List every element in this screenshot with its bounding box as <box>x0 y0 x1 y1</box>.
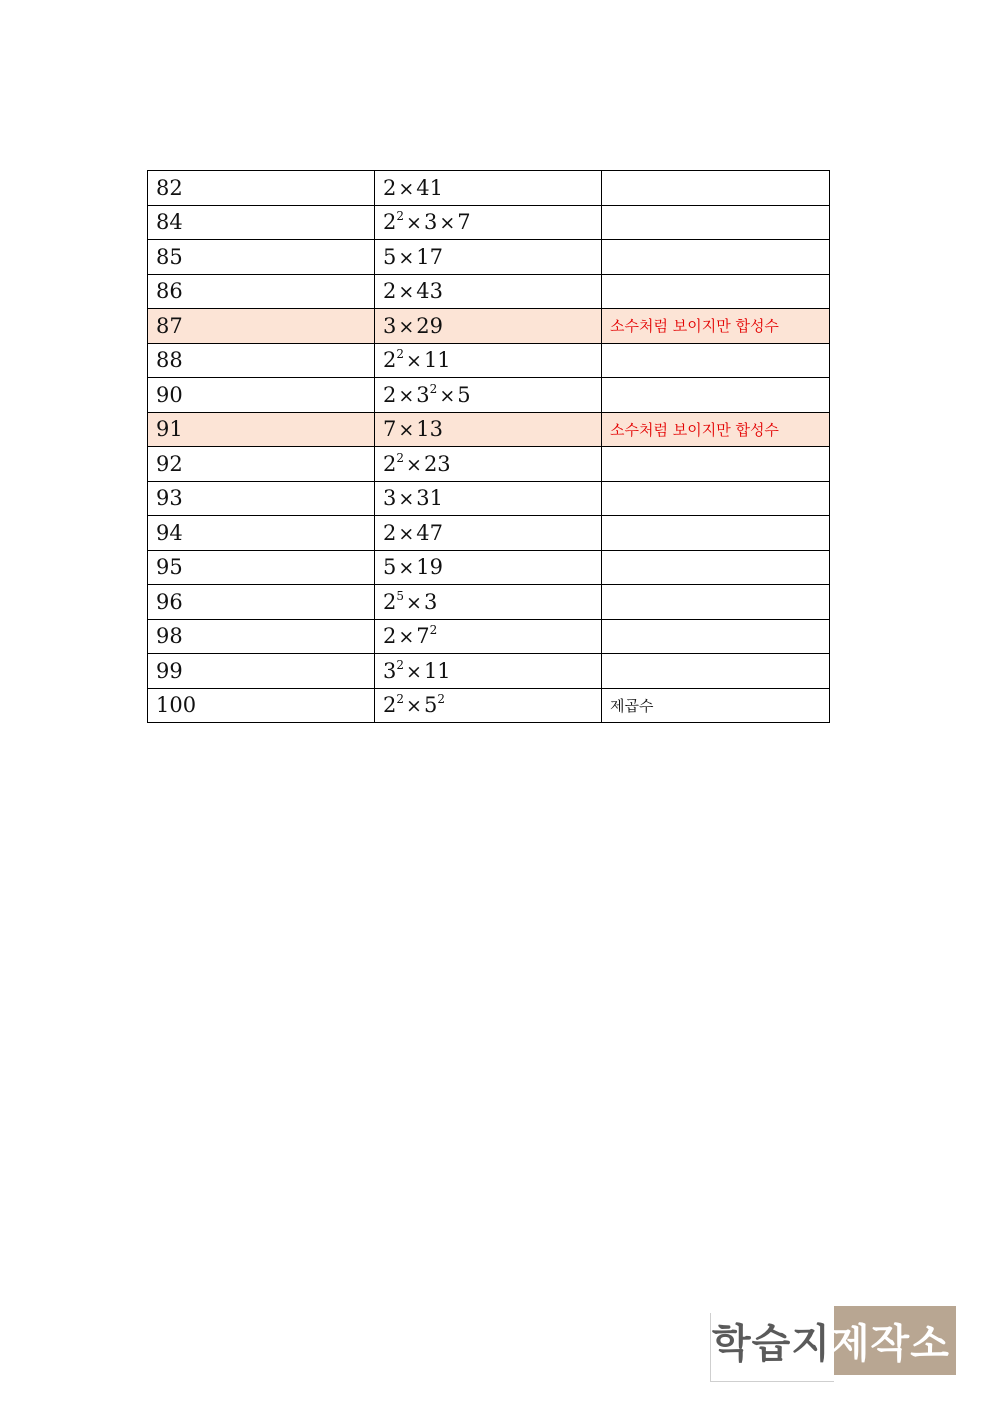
factor-base: 5 <box>423 693 438 718</box>
note-cell <box>602 274 830 309</box>
note-cell <box>602 585 830 620</box>
factor-base: 19 <box>416 555 444 580</box>
factor-base: 5 <box>383 555 397 580</box>
factorization-cell <box>375 550 602 585</box>
table-row <box>148 205 830 240</box>
times-sign: × <box>406 350 422 373</box>
number-cell: 90 <box>148 378 375 413</box>
factor-base: 2 <box>383 382 397 407</box>
number-cell: 93 <box>148 481 375 516</box>
logo-text-part1: 학습지 <box>712 1321 831 1367</box>
table-row <box>148 274 830 309</box>
factor-base: 5 <box>383 244 397 269</box>
times-sign: × <box>406 660 422 683</box>
factorization-cell <box>375 274 602 309</box>
exponent: 2 <box>437 692 445 707</box>
logo-text <box>712 1314 950 1374</box>
times-sign: × <box>398 246 415 269</box>
number-cell: 95 <box>148 550 375 585</box>
factor-base: 43 <box>416 279 444 304</box>
times-sign: × <box>406 212 422 235</box>
factorization-cell <box>375 378 602 413</box>
times-sign: × <box>398 315 415 338</box>
exponent: 2 <box>396 450 405 465</box>
factorization-cell <box>375 654 602 689</box>
note-cell <box>602 516 830 551</box>
number-cell: 99 <box>148 654 375 689</box>
factorization-cell <box>375 619 602 654</box>
factor-base: 17 <box>416 244 444 269</box>
factorization-cell <box>375 343 602 378</box>
note-cell <box>602 619 830 654</box>
exponent: 2 <box>396 692 405 707</box>
times-sign: × <box>398 384 415 407</box>
factor-base: 7 <box>383 417 397 442</box>
factor-base: 3 <box>383 486 397 511</box>
table-row <box>148 550 830 585</box>
factor-base: 7 <box>416 624 430 649</box>
factor-base: 2 <box>383 693 397 718</box>
table-row <box>148 412 830 447</box>
note-cell <box>602 654 830 689</box>
note-cell <box>602 240 830 275</box>
times-sign: × <box>398 488 415 511</box>
factor-base: 41 <box>416 175 444 200</box>
number-cell: 96 <box>148 585 375 620</box>
table-row <box>148 654 830 689</box>
note-cell: 소수처럼 보이지만 합성수 <box>602 309 830 344</box>
table-row <box>148 378 830 413</box>
exponent: 2 <box>396 657 405 672</box>
exponent: 2 <box>429 623 438 638</box>
factor-base: 23 <box>423 451 451 476</box>
exponent: 2 <box>396 347 405 362</box>
times-sign: × <box>398 522 415 545</box>
factor-base: 2 <box>383 175 397 200</box>
number-cell: 92 <box>148 447 375 482</box>
note-cell <box>602 378 830 413</box>
table-body <box>148 171 830 723</box>
factorization-cell <box>375 412 602 447</box>
times-sign: × <box>439 212 456 235</box>
number-cell: 88 <box>148 343 375 378</box>
logo <box>710 1306 956 1382</box>
factor-base: 2 <box>383 348 397 373</box>
note-cell <box>602 205 830 240</box>
note-cell: 제곱수 <box>602 688 830 723</box>
times-sign: × <box>398 177 415 200</box>
factor-base: 29 <box>416 313 444 338</box>
times-sign: × <box>439 384 456 407</box>
table-row <box>148 481 830 516</box>
factor-base: 3 <box>383 658 397 683</box>
number-cell: 85 <box>148 240 375 275</box>
number-cell: 86 <box>148 274 375 309</box>
note-cell <box>602 447 830 482</box>
table-row <box>148 688 830 723</box>
note-cell <box>602 481 830 516</box>
factorization-cell <box>375 205 602 240</box>
number-cell: 82 <box>148 171 375 206</box>
factorization-table <box>147 170 830 723</box>
factorization-cell <box>375 240 602 275</box>
factor-base: 2 <box>383 210 397 235</box>
exponent: 5 <box>396 588 405 603</box>
table-row <box>148 619 830 654</box>
factor-base: 31 <box>416 486 444 511</box>
times-sign: × <box>398 281 415 304</box>
factor-base: 3 <box>423 210 438 235</box>
table-row <box>148 171 830 206</box>
factor-base: 11 <box>423 658 451 683</box>
factor-base: 47 <box>416 520 444 545</box>
table-row <box>148 585 830 620</box>
times-sign: × <box>398 419 415 442</box>
factor-base: 2 <box>383 624 397 649</box>
times-sign: × <box>398 557 415 580</box>
times-sign: × <box>406 695 422 718</box>
factorization-cell <box>375 688 602 723</box>
times-sign: × <box>398 626 415 649</box>
table-row <box>148 309 830 344</box>
table-row <box>148 447 830 482</box>
factor-base: 7 <box>457 210 471 235</box>
note-cell: 소수처럼 보이지만 합성수 <box>602 412 830 447</box>
factorization-cell <box>375 309 602 344</box>
number-cell: 91 <box>148 412 375 447</box>
logo-text-part2: 제작소 <box>830 1321 950 1367</box>
factor-base: 3 <box>423 589 438 614</box>
table-row <box>148 343 830 378</box>
number-cell: 94 <box>148 516 375 551</box>
factor-base: 5 <box>457 382 471 407</box>
factorization-cell <box>375 447 602 482</box>
factorization-cell <box>375 481 602 516</box>
factor-base: 11 <box>423 348 451 373</box>
factorization-cell <box>375 585 602 620</box>
table-row <box>148 516 830 551</box>
factor-base: 2 <box>383 520 397 545</box>
table-row <box>148 240 830 275</box>
factor-base: 3 <box>383 313 397 338</box>
times-sign: × <box>406 453 422 476</box>
note-cell <box>602 550 830 585</box>
number-cell: 98 <box>148 619 375 654</box>
note-cell <box>602 171 830 206</box>
factorization-cell <box>375 516 602 551</box>
exponent: 2 <box>396 209 405 224</box>
factor-base: 13 <box>416 417 444 442</box>
number-cell: 100 <box>148 688 375 723</box>
number-cell: 87 <box>148 309 375 344</box>
factor-base: 2 <box>383 451 397 476</box>
factor-base: 2 <box>383 589 397 614</box>
factor-base: 3 <box>416 382 430 407</box>
factorization-cell <box>375 171 602 206</box>
exponent: 2 <box>429 381 438 396</box>
number-cell: 84 <box>148 205 375 240</box>
note-cell <box>602 343 830 378</box>
times-sign: × <box>406 591 422 614</box>
factor-base: 2 <box>383 279 397 304</box>
